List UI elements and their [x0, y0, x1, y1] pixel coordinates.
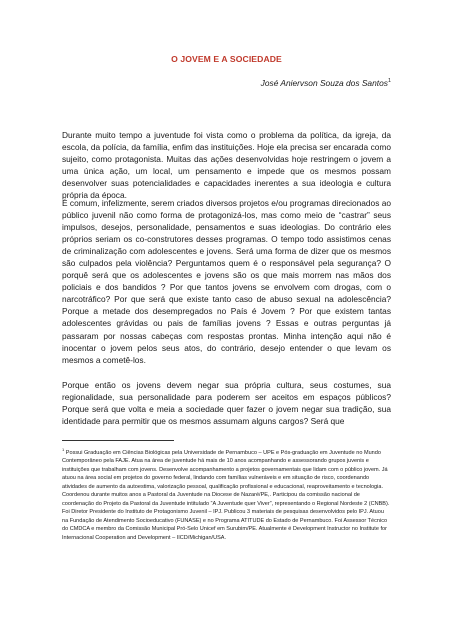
footnote-text: Possui Graduação em Ciências Biológicas pela Universidade de Pernambuco – UPE e Pós-graduação em Juventude no Mundo Contemporâneo pela FAJE. Atua na área de juventude há mais de 10 anos acompanhando e assessorando grupos juvenis e instituições que trabalham com jovens. Desenvolve acompanhamento a projetos governamentais que lidam com o público jovem. Já atuou na área social em projetos do governo federal, lindando com famílias vulneráveis e em situação de risco, coordenando atividades de aumento da autoestima, valorização pessoal, qualificação profissional e educacional, reaproveitamento e tecnologia. Coordenou durante muitos anos a Pastoral da Juventude na Diocese de Nazaré/PE,. Participou da comissão nacional de coordenação do Projeto da Pastoral da Juventude intitulado “A Juventude quer Viver”, representando o Regional Nordeste 2 (CNBB). Foi Diretor Presidente do Instituto de Protagonismo Juvenil – IPJ. Publicou 3 materiais de pesquisas desenvolvidos pelo IPJ. Atuou na Fundação de Atendimento Socioeducativo (FUNASE) e no Programa ATITUDE do Estado de Pernambuco. Foi Assessor Técnico do CMDCA e membro da Comissão Municipal Pró-Selo Unicef em Surubim/PE. Atualmente é Development Instructor no Institute for Internacional Cooperation and Development – IICD/Michigan/USA. [62, 449, 390, 541]
document-title: O JOVEM E A SOCIEDADE [171, 54, 282, 64]
paragraph-3: Porque então os jovens devem negar sua própria cultura, seus costumes, sua regionalidade, sua personalidade para poderem ser aceitos em espaços públicos? Porque será que volta e meia a sociedade quer fazer o jovem negar sua tradição, sua identidade para permitir que os mesmos assumam alguns cargos? Será que [62, 380, 391, 427]
footnote-marker: 1 [62, 447, 65, 452]
paragraph-2: É comum, infelizmente, serem criados diversos projetos e/ou programas direcionados ao público juvenil não como forma de protagonizá-los, mas como meio de “castrar” seus impulsos, desejos, personalidade, pensamentos e suas ideologias. Do contrário eles próprios seriam os co-construtores desses programas. O tempo todo assistimos cenas de criminalização com adolescentes e jovens. Será uma forma de dizer que os mesmos são culpados pela violência? Perguntamos quem é o responsável pela segurança? O porquê será que os adolescentes e jovens são os que mais morrem nas mãos dos policiais e dos bandidos ? Por que tantos jovens se envolvem com drogas, com o narcotráfico? Por que será que existe tanto caso de abuso sexual na adolescência? Porque a metade dos desempregados no País é Jovem ? Por que existem tantas adolescentes grávidas ou pais de famílias jovens ? Essas e outras perguntas já passaram por nossas cabeças com respostas prontas. Minha intenção aqui não é inocentar o jovem pelos seus atos, do contrário, desejo entender o que levam os mesmos a cometê-los. [62, 198, 391, 365]
author-line [261, 78, 391, 88]
paragraph-1: Durante muito tempo a juventude foi vista como o problema da política, da igreja, da escola, da polícia, da família, enfim das instituições. Hoje ela precisa ser encarada como sujeito, como protagonista. Muitas das ações desenvolvidas hoje restringem o jovem a uma única ação, um local, um pensamento e impede que os mesmos possam desenvolver suas potencialidades e capacidades inerentes a sua ideologia e cultura própria da época. [62, 130, 391, 201]
author-name: José Aniervson Souza dos Santos [260, 78, 388, 88]
footnote [62, 446, 391, 542]
author-footnote-marker: 1 [387, 78, 391, 85]
footnote-separator [62, 440, 174, 441]
